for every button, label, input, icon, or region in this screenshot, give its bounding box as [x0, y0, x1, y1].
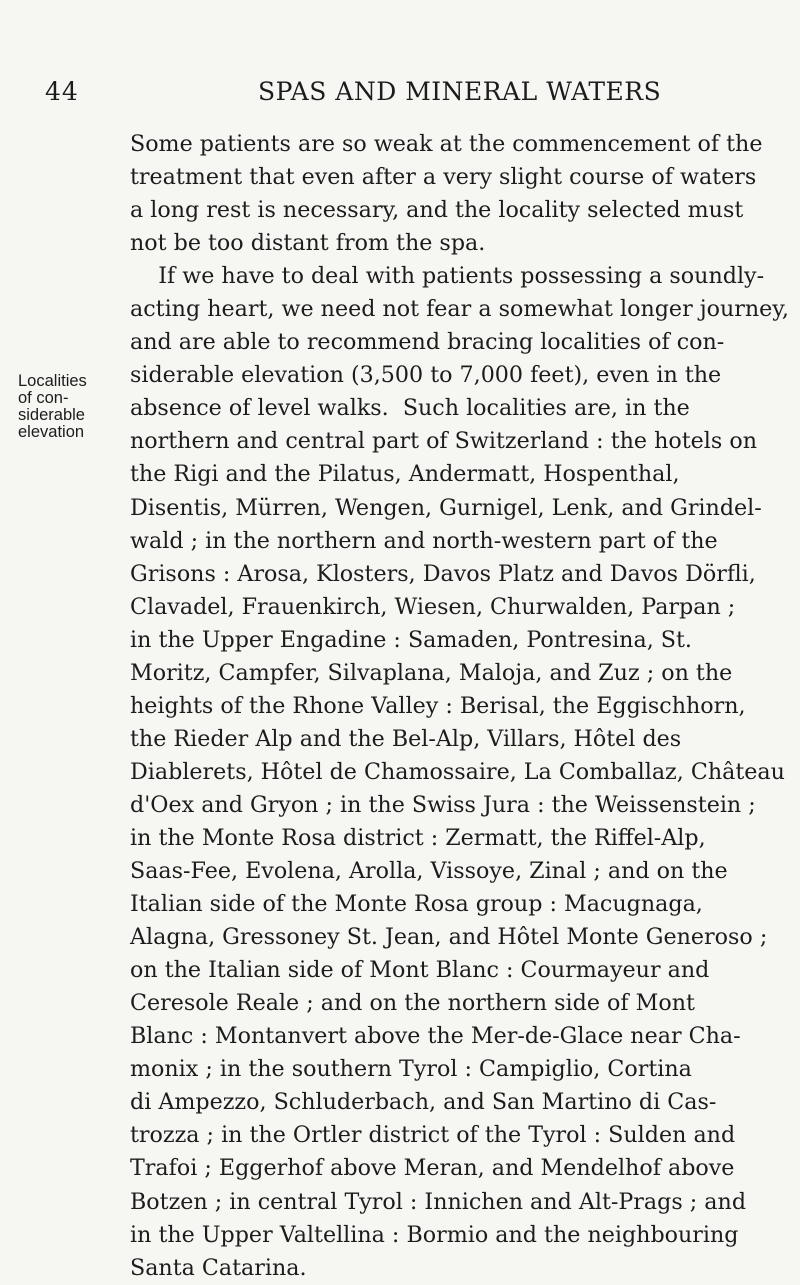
- body-line: on the Italian side of Mont Blanc : Courmayeur and: [130, 957, 710, 984]
- body-line: heights of the Rhone Valley : Berisal, the Eggischhorn,: [130, 692, 746, 719]
- body-line: the Rieder Alp and the Bel-Alp, Villars, Hôtel des: [130, 725, 682, 752]
- body-line: Ceresole Reale ; and on the northern side of Mont: [130, 990, 695, 1017]
- body-line: in the Monte Rosa district : Zermatt, the Riffel-Alp,: [130, 824, 706, 851]
- page-number: 44: [45, 77, 79, 106]
- body-line: northern and central part of Switzerland : the hotels on: [130, 428, 757, 455]
- body-line: in the Upper Valtellina : Bormio and the neighbouring: [130, 1221, 739, 1248]
- body-line: and are able to recommend bracing localities of con-: [130, 329, 725, 356]
- body-line: Grisons : Arosa, Klosters, Davos Platz and Davos Dörfli,: [130, 560, 756, 587]
- body-line: wald ; in the northern and north-western part of the: [130, 527, 718, 554]
- body-line: Clavadel, Frauenkirch, Wiesen, Churwalden, Parpan ;: [130, 593, 736, 620]
- margin-note-line: siderable: [18, 406, 85, 424]
- body-text: [130, 128, 800, 1285]
- body-line: Alagna, Gressoney St. Jean, and Hôtel Monte Generoso ;: [130, 924, 768, 951]
- body-line: a long rest is necessary, and the locality selected must: [130, 197, 744, 224]
- body-line: Santa Catarina.: [130, 1254, 307, 1281]
- margin-note-line: Localities: [18, 372, 87, 390]
- body-line: acting heart, we need not fear a somewhat longer journey,: [130, 296, 789, 323]
- body-line: in the Upper Engadine : Samaden, Pontresina, St.: [130, 626, 692, 653]
- body-line: treatment that even after a very slight course of waters: [130, 164, 757, 191]
- body-line: not be too distant from the spa.: [130, 230, 486, 257]
- body-line: Some patients are so weak at the commencement of the: [130, 131, 763, 157]
- body-line: Disentis, Mürren, Wengen, Gurnigel, Lenk, and Grindel-: [130, 494, 762, 521]
- body-line: Botzen ; in central Tyrol : Innichen and Alt-Prags ; and: [130, 1188, 747, 1215]
- margin-note-line: of con-: [18, 389, 69, 407]
- body-line: trozza ; in the Ortler district of the Tyrol : Sulden and: [130, 1122, 736, 1149]
- body-line: Italian side of the Monte Rosa group : Macugnaga,: [130, 891, 703, 918]
- body-line: Blanc : Montanvert above the Mer-de-Glace near Cha-: [130, 1023, 741, 1050]
- body-line: Moritz, Campfer, Silvaplana, Maloja, and Zuz ; on the: [130, 659, 733, 686]
- margin-note-line: elevation: [18, 423, 85, 441]
- body-line: d'Oex and Gryon ; in the Swiss Jura : the Weissenstein ;: [130, 791, 756, 818]
- body-line: siderable elevation (3,500 to 7,000 feet), even in the: [130, 362, 722, 389]
- body-line: di Ampezzo, Schluderbach, and San Martino di Cas-: [130, 1089, 717, 1116]
- body-line: the Rigi and the Pilatus, Andermatt, Hospenthal,: [130, 461, 680, 488]
- body-line: Saas-Fee, Evolena, Arolla, Vissoye, Zinal ; and on the: [130, 858, 728, 885]
- margin-note: [18, 373, 110, 441]
- running-title: SPAS AND MINERAL WATERS: [258, 77, 662, 106]
- body-line: Trafoi ; Eggerhof above Meran, and Mendelhof above: [130, 1155, 735, 1182]
- page-header: [0, 77, 800, 117]
- body-line: monix ; in the southern Tyrol : Campiglio, Cortina: [130, 1056, 692, 1083]
- body-line: absence of level walks. Such localities are, in the: [130, 395, 690, 422]
- body-line: Diablerets, Hôtel de Chamossaire, La Comballaz, Château: [130, 758, 785, 785]
- body-line: If we have to deal with patients possessing a soundly-: [130, 263, 765, 290]
